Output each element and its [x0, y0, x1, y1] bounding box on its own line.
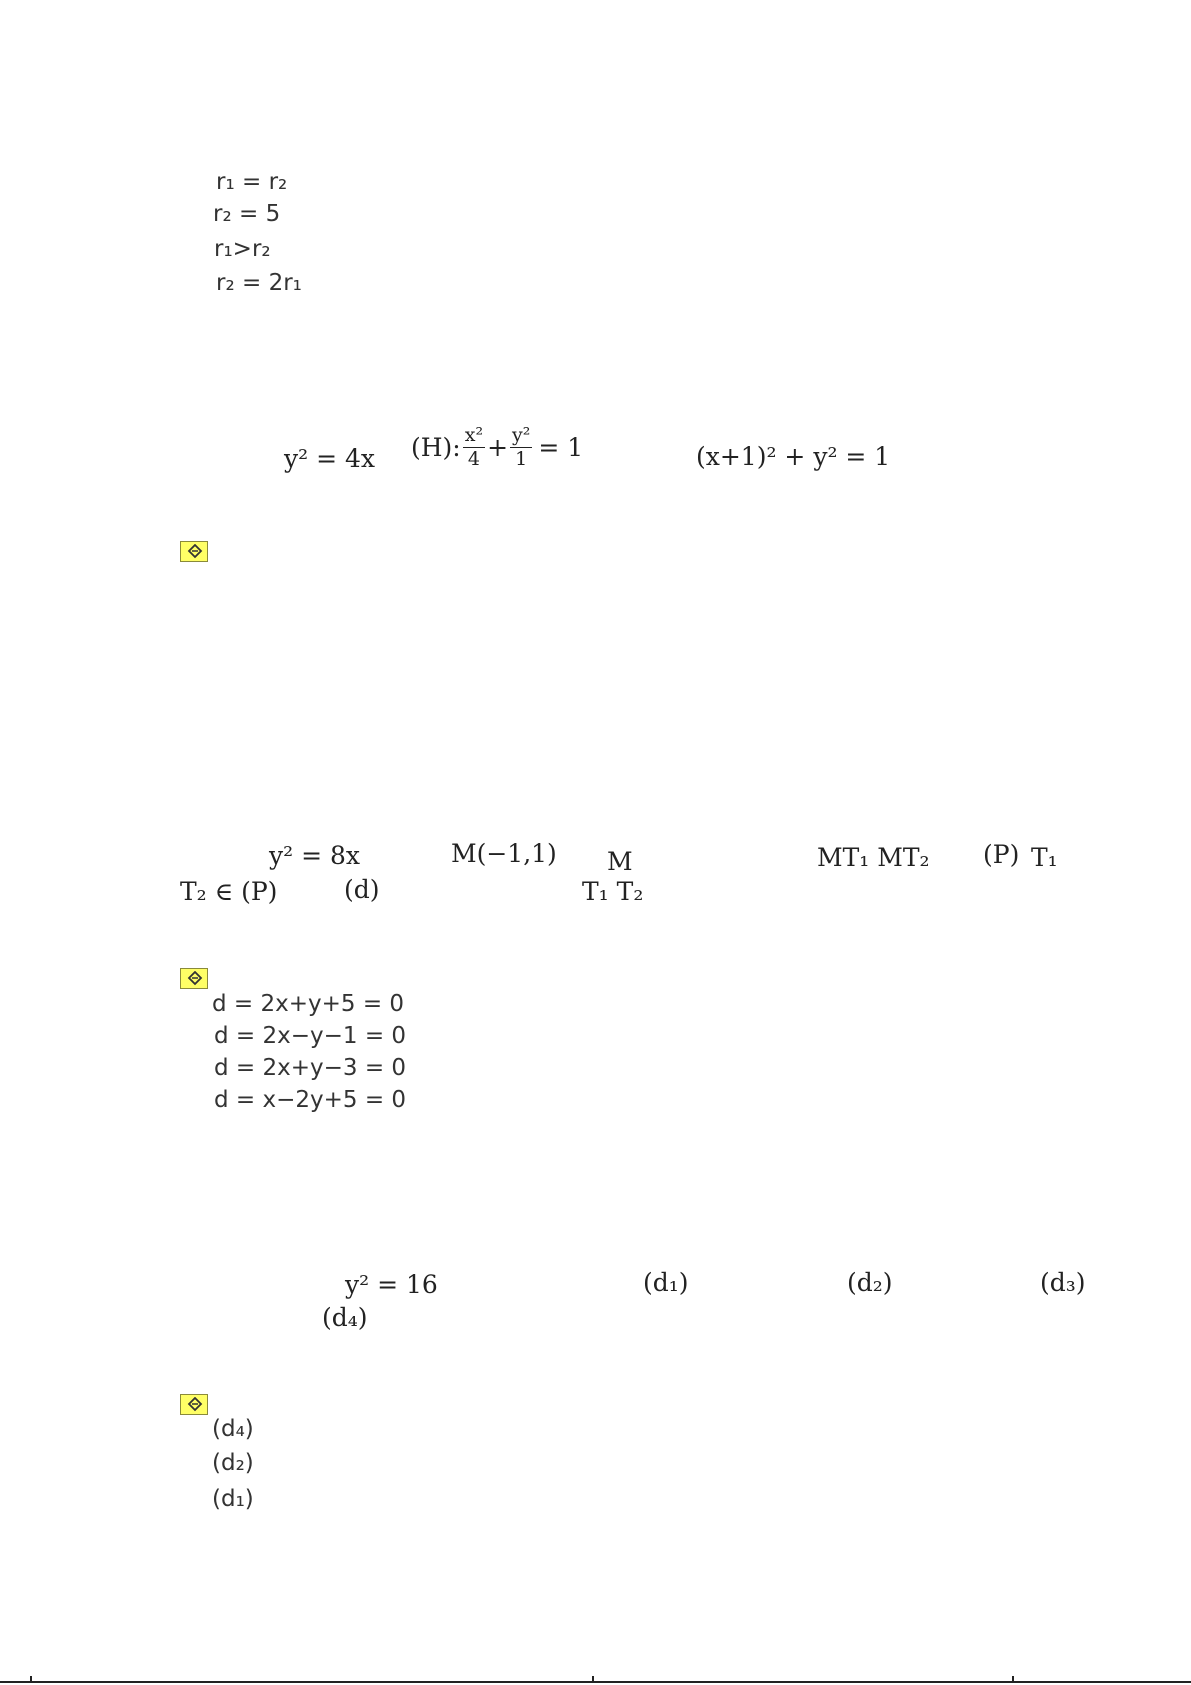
option-text: r₂ = 2r₁ — [216, 270, 302, 296]
answer-icon[interactable] — [180, 968, 208, 989]
curve-label: (P) — [983, 840, 1020, 869]
t2-membership: T₂ ∈ (P) — [180, 877, 278, 906]
t1-label: T₁ — [1031, 843, 1058, 872]
parabola-formula: y² = 4x — [284, 444, 375, 473]
option-text: d = 2x+y−3 = 0 — [214, 1055, 407, 1081]
point-label: M — [607, 847, 633, 876]
answer-icon-glyph — [186, 971, 204, 988]
fraction-x — [463, 426, 485, 469]
option-text: r₂ = 5 — [213, 201, 281, 227]
option-text: (d₄) — [212, 1416, 254, 1442]
circle-formula: (x+1)² + y² = 1 — [696, 442, 891, 471]
point-formula: M(−1,1) — [451, 839, 557, 868]
option-text: d = x−2y+5 = 0 — [214, 1087, 407, 1113]
parabola-formula: y² = 8x — [269, 841, 360, 870]
hyperbola-prefix: (H): — [411, 433, 461, 462]
option-text: d = 2x−y−1 = 0 — [214, 1023, 407, 1049]
hyperbola-formula — [411, 426, 583, 469]
fraction-denominator: 4 — [467, 448, 480, 470]
answer-icon[interactable] — [180, 541, 208, 562]
t1t2-label: T₁ T₂ — [582, 877, 644, 906]
option-text: d = 2x+y+5 = 0 — [212, 991, 405, 1017]
rule-tick — [30, 1676, 32, 1683]
d1-label: (d₁) — [643, 1268, 689, 1297]
option-text: (d₁) — [212, 1486, 254, 1512]
answer-icon[interactable] — [180, 1394, 208, 1415]
fraction-numerator: y² — [512, 424, 531, 446]
d2-label: (d₂) — [847, 1268, 893, 1297]
d3-label: (d₃) — [1040, 1268, 1086, 1297]
option-text: r₁ = r₂ — [216, 169, 288, 195]
equals-rhs: = 1 — [538, 433, 584, 462]
fraction-numerator: x² — [464, 424, 484, 446]
fraction-y — [510, 426, 532, 469]
rule-tick — [1012, 1676, 1014, 1683]
tangents-label: MT₁ MT₂ — [817, 843, 930, 872]
bottom-rule — [0, 1681, 1191, 1683]
plus-sign: + — [487, 433, 509, 462]
answer-icon-glyph — [186, 544, 204, 561]
equation-formula: y² = 16 — [345, 1270, 438, 1299]
answer-icon-glyph — [186, 1397, 204, 1414]
fraction-denominator: 1 — [515, 448, 528, 470]
d4-label: (d₄) — [322, 1303, 368, 1332]
rule-tick — [592, 1676, 594, 1683]
option-text: (d₂) — [212, 1450, 254, 1476]
option-text: r₁>r₂ — [214, 236, 271, 262]
line-label: (d) — [344, 875, 380, 904]
